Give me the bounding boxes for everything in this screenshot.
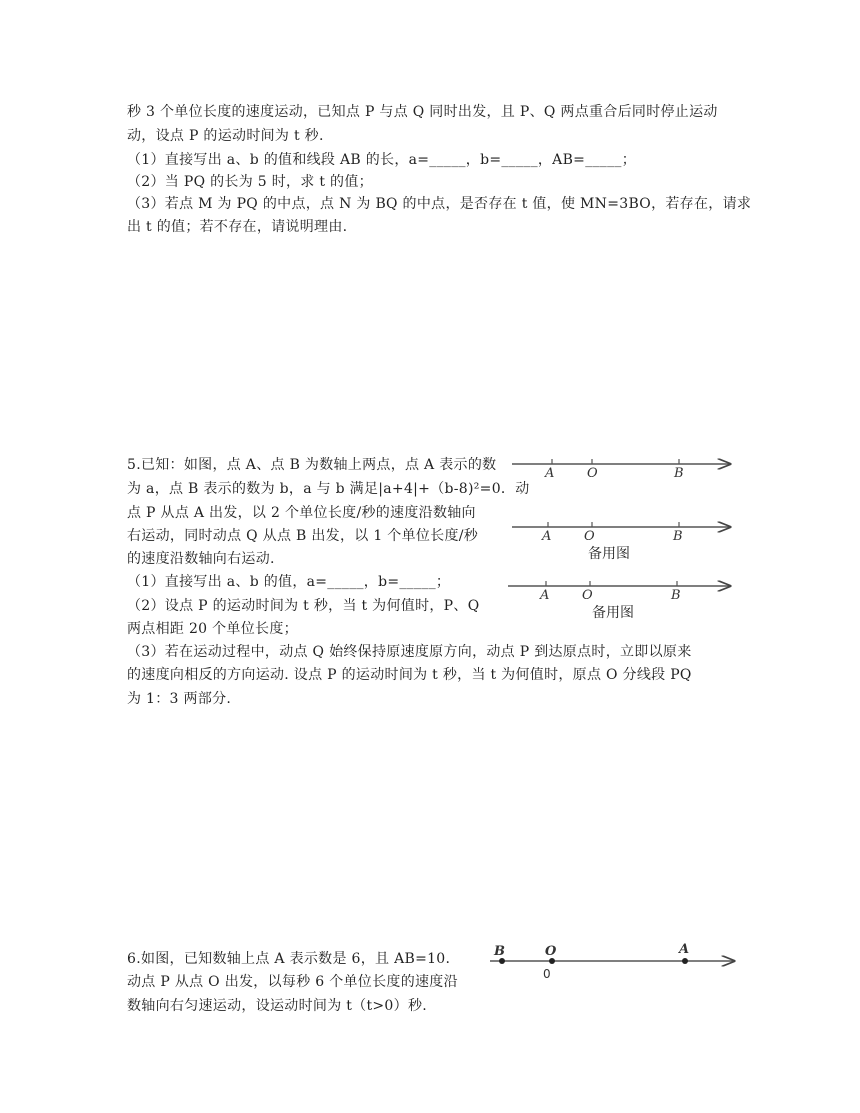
q5-main-number-line [512, 459, 730, 481]
q5-line-10: 的速度向相反的方向运动. 设点 P 的运动时间为 t 秒，当 t 为何值时，原点 O 分线段 PQ [127, 667, 692, 683]
q6-label-o: O [545, 944, 557, 959]
q4-line-2: 动，设点 P 的运动时间为 t 秒. [127, 128, 324, 144]
q5-label-a: A [545, 466, 555, 481]
q5-line-1: 5.已知：如图，点 A、点 B 为数轴上两点，点 A 表示的数 [127, 457, 497, 473]
q5-line-8: 两点相距 20 个单位长度； [127, 621, 298, 637]
q5-spare2-label-a: A [540, 588, 550, 603]
q5-line-9: （3）若在运动过程中，动点 Q 始终保持原速度原方向，动点 P 到达原点时，立即以原来 [127, 644, 692, 660]
q5-spare-number-line-1 [512, 522, 730, 562]
q4-line-1: 秒 3 个单位长度的速度运动，已知点 P 与点 Q 同时出发，且 P、Q 两点重合后同时停止运动 [127, 104, 718, 120]
q5-number-line-figure [500, 452, 740, 627]
q6-line-3: 数轴向右匀速运动，设运动时间为 t（t>0）秒. [127, 998, 427, 1014]
q6-label-zero: 0 [543, 967, 551, 981]
q5-line-2: 为 a，点 B 表示的数为 b，a 与 b 满足|a+4|+（b-8)²=0．动 [127, 481, 530, 497]
q5-spare2-caption: 备用图 [592, 605, 634, 621]
q6-label-a: A [679, 942, 690, 957]
q5-line-3: 点 P 从点 A 出发，以 2 个单位长度/秒的速度沿数轴向 [127, 505, 476, 521]
q6-line-2: 动点 P 从点 O 出发，以每秒 6 个单位长度的速度沿 [127, 974, 458, 990]
q4-line-5: （3）若点 M 为 PQ 的中点，点 N 为 BQ 的中点，是否存在 t 值，使 MN=3BO，若存在，请求 [127, 196, 752, 212]
q5-line-7: （2）设点 P 的运动时间为 t 秒，当 t 为何值时，P、Q [127, 598, 480, 614]
q5-label-b: B [674, 466, 684, 481]
q5-spare1-label-o: O [584, 529, 595, 544]
q6-label-b: B [494, 944, 505, 959]
q5-line-4: 右运动，同时动点 Q 从点 B 出发，以 1 个单位长度/秒 [127, 528, 479, 544]
q5-label-o: O [587, 466, 598, 481]
q4-line-6: 出 t 的值；若不存在，请说明理由. [127, 219, 348, 235]
q5-spare1-caption: 备用图 [588, 546, 630, 562]
q5-spare1-label-b: B [673, 529, 683, 544]
q5-line-6: （1）直接写出 a、b 的值，a=_____，b=_____； [127, 574, 451, 590]
q4-line-3: （1）直接写出 a、b 的值和线段 AB 的长，a=_____，b=_____，AB=_____； [127, 152, 637, 168]
q5-line-5: 的速度沿数轴向右运动. [127, 551, 275, 567]
q6-point-a [682, 958, 688, 964]
q5-spare2-label-b: B [671, 588, 681, 603]
q6-line-1: 6.如图，已知数轴上点 A 表示数是 6，且 AB=10. [127, 951, 451, 967]
q4-line-4: （2）当 PQ 的长为 5 时，求 t 的值； [127, 174, 373, 190]
q5-line-11: 为 1：3 两部分. [127, 691, 232, 707]
q5-spare1-label-a: A [542, 529, 552, 544]
q6-number-line-figure [488, 940, 740, 985]
q5-spare-number-line-2 [508, 581, 730, 621]
q5-spare2-label-o: O [582, 588, 593, 603]
